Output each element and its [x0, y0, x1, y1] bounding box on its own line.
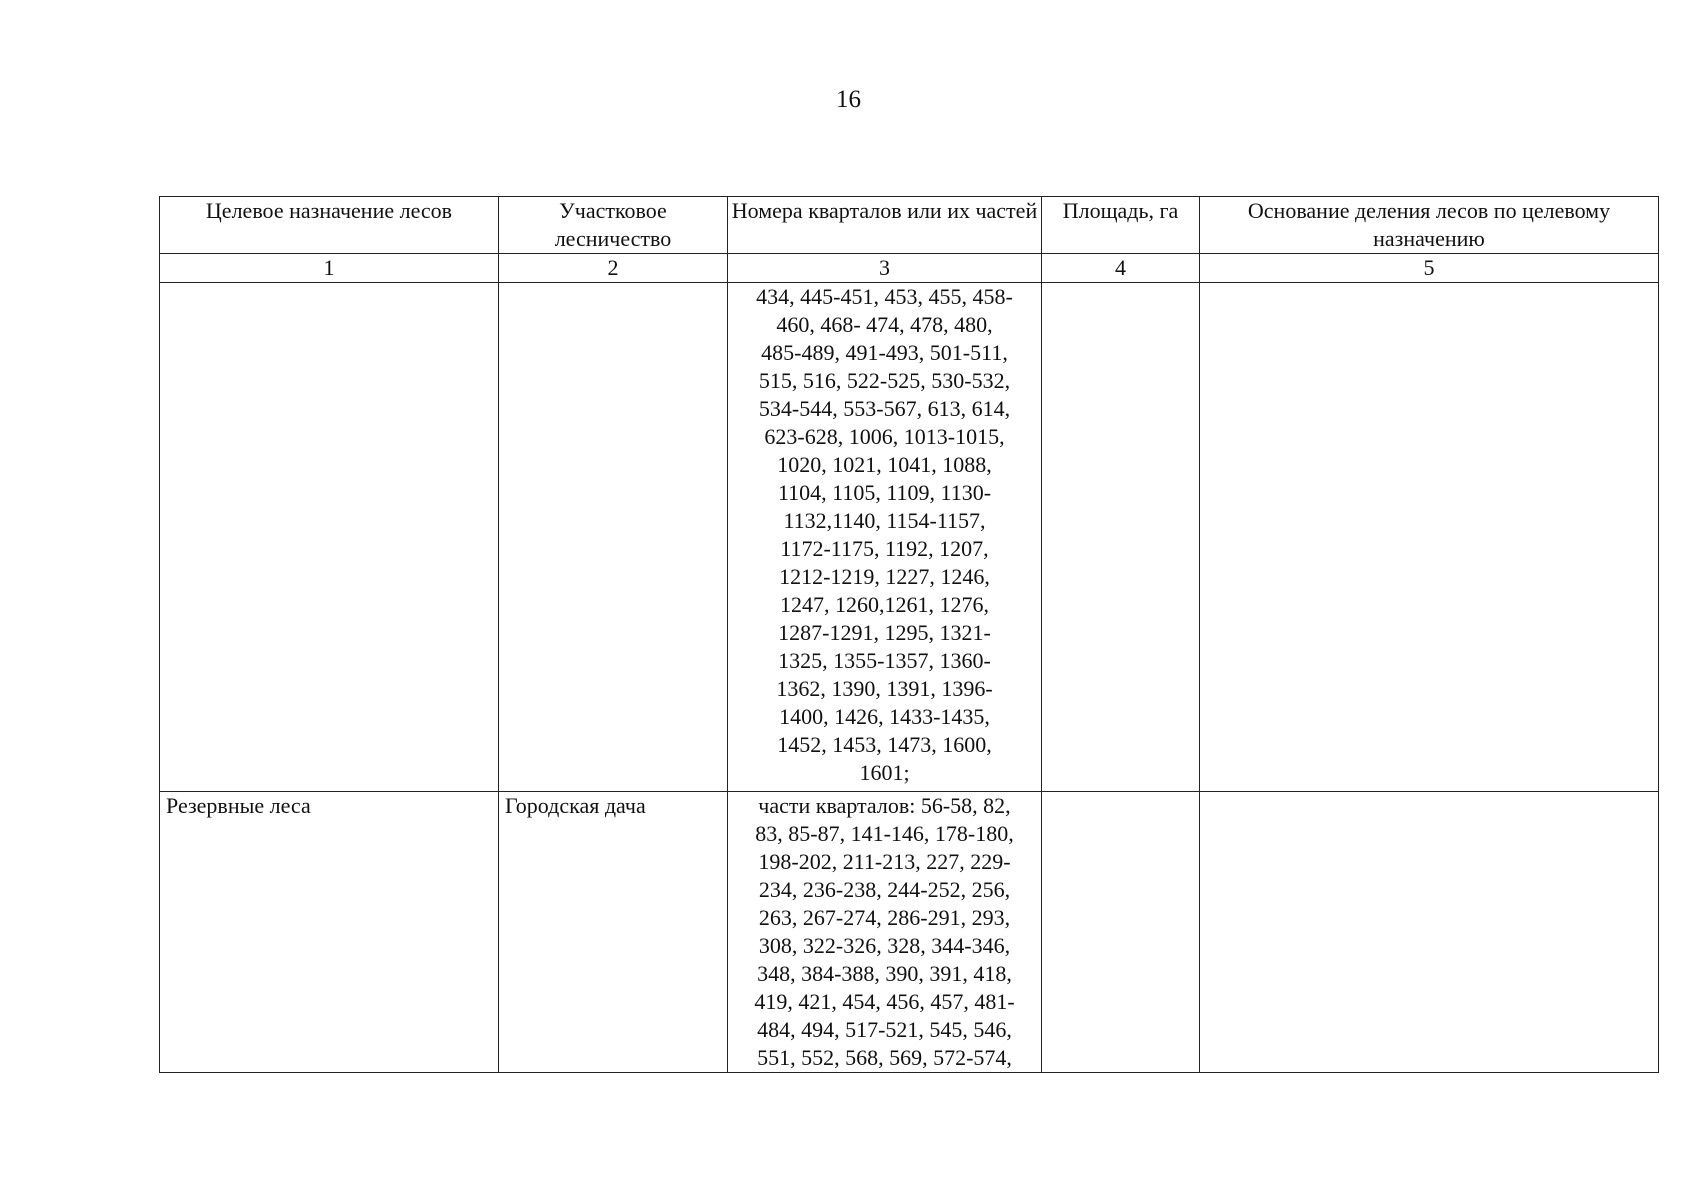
header-forestry: Участковое лесничество	[499, 197, 728, 254]
quarters-line: 1601;	[859, 760, 910, 785]
quarters-line: 485-489, 491-493, 501-511,	[761, 340, 1008, 365]
header-area: Площадь, га	[1042, 197, 1200, 254]
header-quarters: Номера кварталов или их частей	[728, 197, 1042, 254]
table-row	[160, 792, 1659, 1073]
header-basis: Основание деления лесов по целевому назначению	[1200, 197, 1659, 254]
cell-basis	[1200, 283, 1659, 792]
cell-forestry	[499, 283, 728, 792]
quarters-line: 263, 267-274, 286-291, 293,	[758, 905, 1011, 930]
cell-basis	[1200, 792, 1659, 1073]
quarters-line: 1020, 1021, 1041, 1088,	[777, 452, 992, 477]
quarters-line: 551, 552, 568, 569, 572-574,	[757, 1045, 1012, 1070]
quarters-line: 1287-1291, 1295, 1321-	[778, 620, 991, 645]
cell-quarters	[728, 792, 1042, 1073]
quarters-line: 484, 494, 517-521, 545, 546,	[757, 1017, 1012, 1042]
forest-purpose-table	[159, 196, 1659, 1073]
cell-area	[1042, 792, 1200, 1073]
quarters-line: 1362, 1390, 1391, 1396-	[776, 676, 993, 701]
cell-quarters	[728, 283, 1042, 792]
quarters-line: 308, 322-326, 328, 344-346,	[758, 933, 1011, 958]
quarters-line: 348, 384-388, 390, 391, 418,	[757, 961, 1012, 986]
quarters-line: 1172-1175, 1192, 1207,	[780, 536, 989, 561]
quarters-line: 534-544, 553-567, 613, 614,	[758, 396, 1011, 421]
quarters-line: 419, 421, 454, 456, 457, 481-	[754, 989, 1015, 1014]
quarters-line: 234, 236-238, 244-252, 256,	[758, 877, 1011, 902]
quarters-line: 1400, 1426, 1433-1435,	[779, 704, 990, 729]
column-number: 2	[499, 254, 728, 283]
column-number: 1	[160, 254, 499, 283]
quarters-line: 1325, 1355-1357, 1360-	[778, 648, 991, 673]
quarters-line: части кварталов: 56-58, 82,	[758, 793, 1011, 818]
quarters-line: 198-202, 211-213, 227, 229-	[758, 849, 1011, 874]
quarters-line: 1212-1219, 1227, 1246,	[779, 564, 990, 589]
quarters-line: 515, 516, 522-525, 530-532,	[758, 368, 1011, 393]
column-number-row	[160, 254, 1659, 283]
quarters-line: 434, 445-451, 453, 455, 458-	[756, 284, 1013, 309]
table-row	[160, 283, 1659, 792]
quarters-line: 1247, 1260,1261, 1276,	[780, 592, 989, 617]
quarters-line: 460, 468- 474, 478, 480,	[776, 312, 993, 337]
column-number: 5	[1200, 254, 1659, 283]
cell-forestry: Городская дача	[499, 792, 728, 1073]
table-header-row	[160, 197, 1659, 254]
quarters-line: 83, 85-87, 141-146, 178-180,	[755, 821, 1014, 846]
cell-area	[1042, 283, 1200, 792]
quarters-line: 1104, 1105, 1109, 1130-	[777, 480, 992, 505]
quarters-line: 1452, 1453, 1473, 1600,	[777, 732, 992, 757]
header-purpose: Целевое назначение лесов	[160, 197, 499, 254]
cell-purpose	[160, 283, 499, 792]
column-number: 4	[1042, 254, 1200, 283]
cell-purpose: Резервные леса	[160, 792, 499, 1073]
column-number: 3	[728, 254, 1042, 283]
quarters-line: 623-628, 1006, 1013-1015,	[764, 424, 1005, 449]
quarters-line: 1132,1140, 1154-1157,	[783, 508, 986, 533]
page-number: 16	[836, 86, 861, 113]
